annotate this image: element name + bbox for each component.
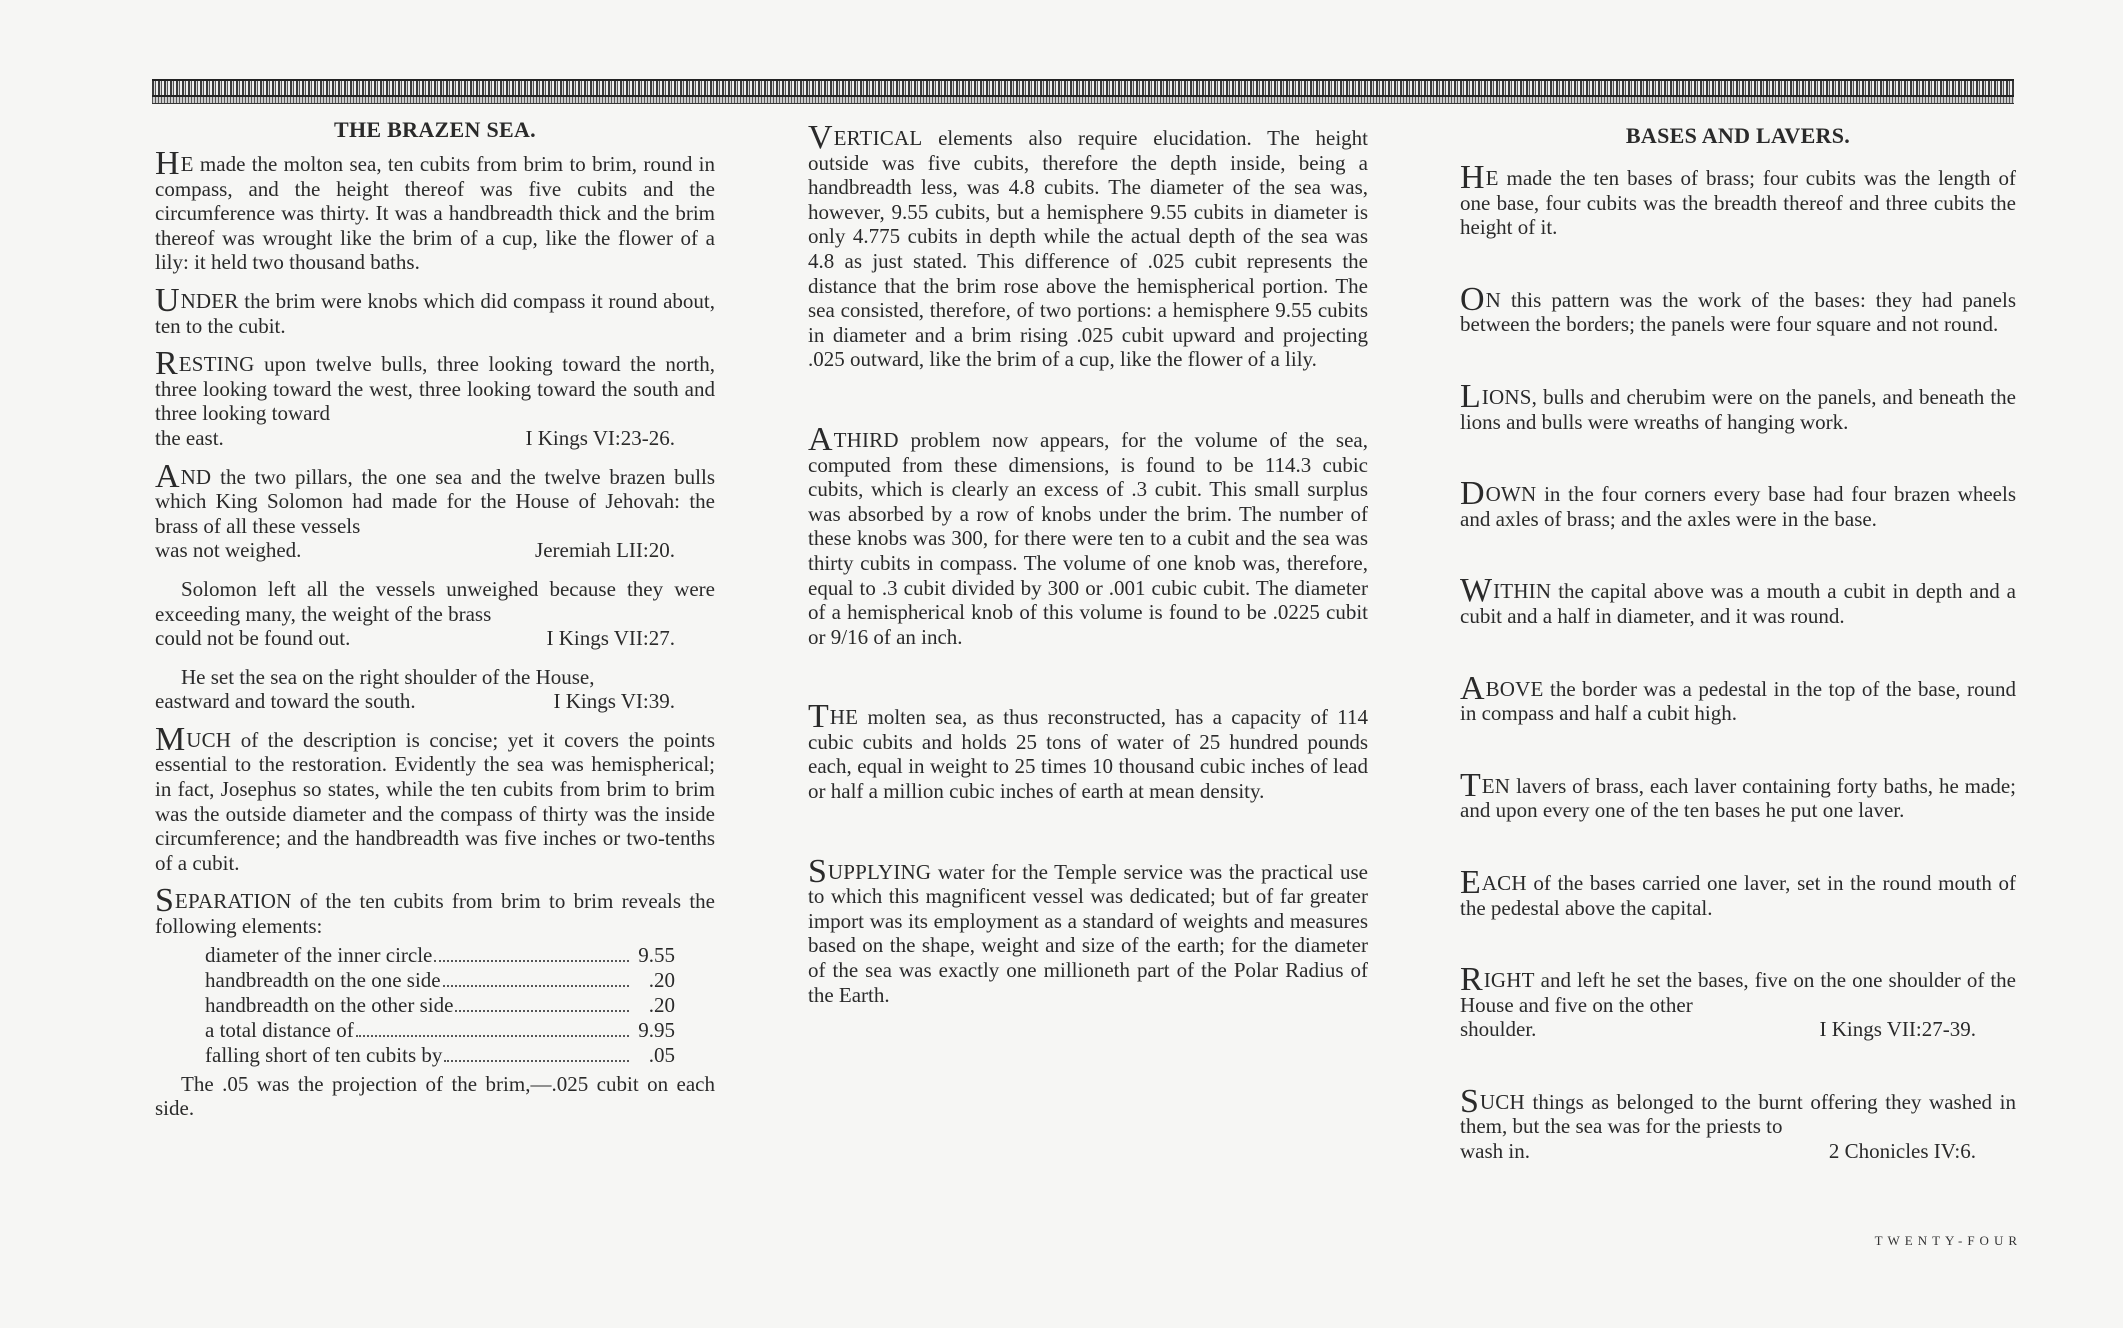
citation-line: the east. I Kings VI:23-26. bbox=[155, 426, 715, 451]
drop-letter: A bbox=[155, 457, 180, 495]
paragraph: UNDER the brim were knobs which did compass it round about, ten to the cubit. bbox=[155, 281, 715, 338]
paragraph: SEPARATION of the ten cubits from brim to brim reveals the following elements: bbox=[155, 882, 715, 939]
paragraph: THE molten sea, as thus reconstructed, has a capacity of 114 cubic cubits and holds 25 tons of water of 25 hundred pounds each, equal in weight to 25 times 10 thousand cubic inches of lead or half a million cubic inches of earth at mean density. bbox=[808, 698, 1368, 804]
list-item: a total distance of 9.95 bbox=[205, 1017, 675, 1042]
column-bases-lavers bbox=[1460, 118, 2016, 1164]
decorative-border-band bbox=[152, 79, 2014, 97]
paragraph: AND the two pillars, the one sea and the twelve brazen bulls which King Solomon had made for the House of Jehovah: the brass of all these vessels bbox=[155, 457, 715, 538]
paragraph: HE made the molton sea, ten cubits from brim to brim, round in compass, and the height thereof was five cubits and the circumference was thirty. It was a handbreadth thick and the brim thereof was wrought like the brim of a cup, like the flower of a lily: it held two thousand baths. bbox=[155, 145, 715, 275]
page-number: TWENTY-FOUR bbox=[1874, 1233, 2022, 1248]
paragraph: VERTICAL elements also require elucidation. The height outside was five cubits, therefore the depth inside, being a handbreadth less, was 4.8 cubits. The diameter of the sea was, however, 9.55 cubits, but a hemisphere 9.55 cubits in diameter is only 4.775 cubits in depth while the actual depth of the sea was 4.8 as just stated. This difference of .025 cubit represents the distance that the brim rose above the hemispherical portion. The sea consisted, therefore, of two portions: a hemisphere 9.55 cubits in diameter and a brim rising .025 cubit upward and projecting .025 outward, like the brim of a cup, like the flower of a lily. bbox=[808, 119, 1368, 372]
section-heading: BASES AND LAVERS. bbox=[1625, 123, 1851, 148]
paragraph: SUPPLYING water for the Temple service was the practical use to which this magnificent vessel was dedicated; but of far greater import was its employment as a standard of weights and measures based on the shape, weight and size of the earth; for the diameter of the sea was exactly one millioneth part of the Polar Radius of the Earth. bbox=[808, 852, 1368, 1007]
scripture-reference: 2 Chonicles IV:6. bbox=[1828, 1139, 1976, 1164]
citation-line: shoulder. I Kings VII:27-39. bbox=[1460, 1017, 2016, 1042]
drop-letter: T bbox=[1460, 766, 1481, 804]
drop-letter: T bbox=[808, 698, 829, 736]
drop-letter: H bbox=[155, 145, 180, 182]
citation-line: was not weighed. Jeremiah LII:20. bbox=[155, 538, 715, 563]
drop-letter: R bbox=[155, 345, 178, 383]
paragraph: ABOVE the border was a pedestal in the top of the base, round in compass and half a cubit high. bbox=[1460, 669, 2016, 726]
paragraph: ATHIRD problem now appears, for the volume of the sea, computed from these dimensions, is found to be 114.3 cubic cubits, which is clearly an excess of .3 cubit. This small surplus was absorbed by a row of knobs under the brim. The number of these knobs was 300, for there were ten to a cubit and the sea was thirty cubits in compass. The volume of one knob was, therefore, equal to .3 cubit divided by 300 or .001 cubic cubit. The diameter of a hemispherical knob of this volume is found to be .0225 cubit or 9/16 of an inch. bbox=[808, 420, 1368, 649]
paragraph: Solomon left all the vessels unweighed because they were exceeding many, the weight of the brass bbox=[155, 576, 715, 626]
drop-letter: L bbox=[1460, 377, 1481, 415]
drop-letter: E bbox=[1460, 863, 1481, 901]
list-item: diameter of the inner circle 9.55 bbox=[205, 942, 675, 967]
citation-line: could not be found out. I Kings VII:27. bbox=[155, 626, 715, 651]
list-item: handbreadth on the one side .20 bbox=[205, 967, 675, 992]
drop-letter: V bbox=[808, 119, 833, 156]
drop-letter: U bbox=[155, 281, 180, 319]
paragraph: TEN lavers of brass, each laver containing forty baths, he made; and upon every one of the ten bases he put one laver. bbox=[1460, 766, 2016, 823]
drop-letter: A bbox=[1460, 669, 1485, 707]
paragraph: LIONS, bulls and cherubim were on the panels, and beneath the lions and bulls were wreaths of hanging work. bbox=[1460, 377, 2016, 434]
paragraph: DOWN in the four corners every base had four brazen wheels and axles of brass; and the axles were in the base. bbox=[1460, 475, 2016, 531]
paragraph: RESTING upon twelve bulls, three looking toward the north, three looking toward the west, three looking toward the south and three looking toward bbox=[155, 345, 715, 426]
drop-letter: S bbox=[808, 852, 827, 890]
scripture-reference: I Kings VI:23-26. bbox=[525, 425, 675, 450]
citation-line: wash in. 2 Chonicles IV:6. bbox=[1460, 1139, 2016, 1164]
citation-line: eastward and toward the south. I Kings VI:39. bbox=[155, 689, 715, 714]
paragraph: He set the sea on the right shoulder of the House, bbox=[181, 664, 595, 689]
scripture-reference: I Kings VII:27-39. bbox=[1819, 1017, 1976, 1042]
paragraph: SUCH things as belonged to the burnt offering they washed in them, but the sea was for the priests to bbox=[1460, 1082, 2016, 1139]
elements-list bbox=[205, 943, 675, 1068]
decorative-border-rule bbox=[152, 97, 2014, 104]
drop-letter: S bbox=[1460, 1082, 1479, 1120]
scripture-reference: I Kings VI:39. bbox=[553, 689, 675, 714]
drop-letter: S bbox=[155, 882, 174, 920]
drop-letter: M bbox=[155, 720, 186, 758]
drop-letter: O bbox=[1460, 280, 1485, 318]
list-item: handbreadth on the other side .20 bbox=[205, 992, 675, 1017]
drop-letter: R bbox=[1460, 961, 1483, 999]
paragraph: EACH of the bases carried one laver, set in the round mouth of the pedestal above the capital. bbox=[1460, 863, 2016, 920]
paragraph: RIGHT and left he set the bases, five on the one shoulder of the House and five on the other bbox=[1460, 961, 2016, 1017]
scripture-reference: Jeremiah LII:20. bbox=[535, 538, 675, 563]
column-measurements bbox=[808, 118, 1368, 1007]
paragraph: WITHIN the capital above was a mouth a cubit in depth and a cubit and a half in diameter, and it was round. bbox=[1460, 572, 2016, 628]
drop-letter: A bbox=[808, 420, 833, 458]
drop-letter: H bbox=[1460, 159, 1485, 196]
paragraph: MUCH of the description is concise; yet it covers the points essential to the restoration. Evidently the sea was hemispherical; in fact, Josephus so states, while the ten cubits from brim to brim was the outside diameter and the compass of thirty was the inside circumference; and the handbreadth was five inches or two-tenths of a cubit. bbox=[155, 720, 715, 875]
drop-letter: W bbox=[1460, 572, 1493, 610]
section-heading: THE BRAZEN SEA. bbox=[334, 117, 536, 142]
scripture-reference: I Kings VII:27. bbox=[546, 626, 675, 651]
list-item: falling short of ten cubits by .05 bbox=[205, 1042, 675, 1067]
paragraph: ON this pattern was the work of the bases: they had panels between the borders; the panels were four square and not round. bbox=[1460, 280, 2016, 337]
paragraph: The .05 was the projection of the brim,—.025 cubit on each side. bbox=[155, 1071, 715, 1121]
paragraph: HE made the ten bases of brass; four cubits was the length of one base, four cubits was the breadth thereof and three cubits the height of it. bbox=[1460, 159, 2016, 240]
column-brazen-sea bbox=[155, 118, 715, 1121]
drop-letter: D bbox=[1460, 475, 1485, 513]
